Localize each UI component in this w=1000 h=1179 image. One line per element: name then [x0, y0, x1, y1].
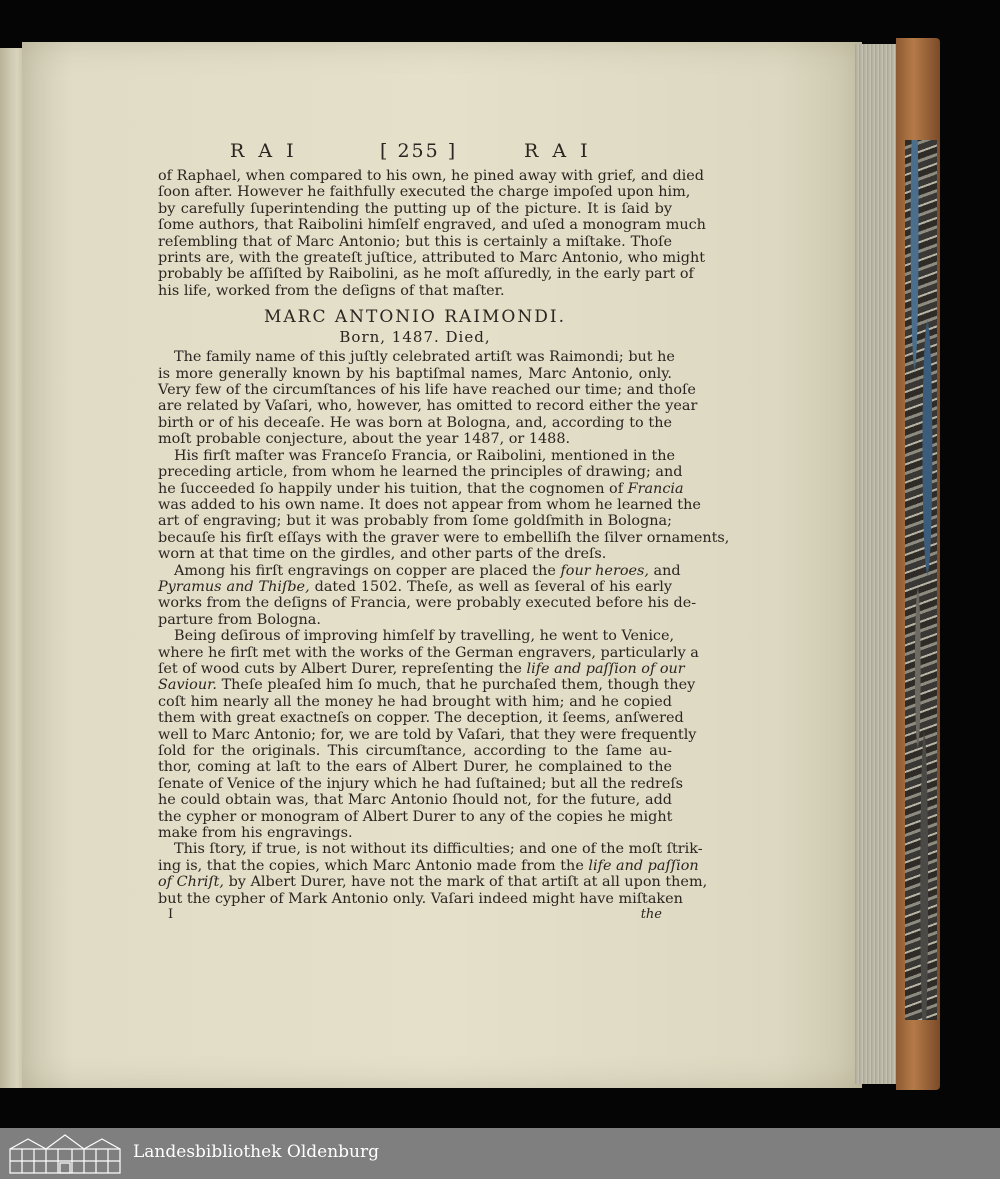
text-line: them with great exactneſs on copper. The deception, it ſeems, anſwered [158, 710, 684, 727]
text-line: is more generally known by his baptiſmal names, Marc Antonio, only. [158, 365, 672, 382]
text-span: dated 1502. Theſe, as well as ſeveral of his early [314, 578, 672, 595]
text-line: birth or of his deceaſe. He was born at Bologna, and, according to the [158, 414, 672, 431]
text-line: coſt him nearly all the money he had brought with him; and he copied [158, 693, 672, 710]
text-line: well to Marc Antonio; for, we are told by Vaſari, that they were frequently [158, 726, 697, 743]
text-line: ſold for the originals. This circumſtance, according to the ſame au- [158, 743, 672, 759]
text-line [158, 874, 708, 891]
paragraph-intro [158, 168, 706, 299]
text-span: by Albert Durer, have not the mark of that artiſt at all upon them, [228, 874, 708, 891]
text-line: moſt probable conjecture, about the year 1487, or 1488. [158, 431, 571, 448]
text-line: probably be aſſiſted by Raibolini, as he moſt aſſuredly, in the early part of [158, 266, 694, 283]
paragraph [158, 447, 730, 563]
text-line: parture from Bologna. [158, 611, 321, 628]
text-line [158, 579, 672, 595]
text-span: Among his firſt engravings on copper are placed the [174, 562, 556, 579]
running-head [158, 140, 672, 168]
running-head-right: R A I [524, 140, 592, 162]
left-page-edge [0, 48, 24, 1088]
signature-row [158, 907, 672, 923]
italic-span: Saviour. [158, 677, 217, 694]
text-line [158, 660, 685, 677]
text-line [158, 857, 699, 874]
signature-mark: I [168, 907, 174, 923]
text-line [158, 562, 681, 579]
paragraph [158, 841, 708, 907]
catchword: the [640, 907, 662, 923]
running-head-left: R A I [230, 140, 298, 162]
text-line: This ſtory, if true, is not without its difficulties; and one of the moſt ſtrik- [174, 841, 703, 858]
text-line: becauſe his firſt eſſays with the graver were to embelliſh the ſilver ornaments, [158, 529, 730, 546]
text-line: ſoon after. However he faithfully executed the charge impoſed upon him, [158, 184, 691, 201]
text-line: thor, coming at laſt to the ears of Albert Durer, he complained to the [158, 759, 672, 776]
text-line: by carefully ſuperintending the putting up of the picture. It is ſaid by [158, 200, 672, 217]
text-line: but the cypher of Mark Antonio only. Vaſari indeed might have miſtaken [158, 890, 683, 907]
text-line: His firſt maſter was Franceſo Francia, or Raibolini, mentioned in the [174, 447, 676, 464]
text-line: prints are, with the greateſt juſtice, attributed to Marc Antonio, who might [158, 250, 706, 267]
paragraph [158, 562, 697, 629]
page-number: [ 255 ] [380, 140, 458, 162]
text-span: ing is, that the copies, which Marc Antonio made from the [158, 857, 584, 874]
library-building-icon [8, 1133, 122, 1175]
italic-span: life and paſſion of our [526, 660, 685, 677]
text-span: he ſucceeded ſo happily under his tuition, that the cognomen of [158, 480, 624, 497]
text-line: ſome authors, that Raibolini himſelf engraved, and uſed a monogram much [158, 217, 706, 234]
text-span: ſet of wood cuts by Albert Durer, repreſenting the [158, 660, 522, 677]
text-block [158, 140, 730, 923]
text-line [158, 480, 684, 497]
text-span: Theſe pleaſed him ſo much, that he purchaſed them, though they [221, 677, 696, 694]
italic-span: of Chriſt, [158, 874, 225, 891]
text-line: where he firſt met with the works of the German engravers, particularly a [158, 644, 699, 661]
text-line: was added to his own name. It does not appear from whom he learned the [158, 496, 701, 513]
paragraph [158, 349, 698, 448]
section-title: MARC ANTONIO RAIMONDI. [263, 307, 566, 328]
italic-span: life and paſſion [588, 857, 699, 874]
text-span: and [653, 562, 681, 579]
text-line: worn at that time on the girdles, and other parts of the dreſs. [158, 546, 607, 563]
text-line: The family name of this juſtly celebrated artiſt was Raimondi; but he [174, 349, 675, 366]
text-line: of Raphael, when compared to his own, he pined away with grief, and died [158, 168, 704, 184]
text-line: ſenate of Venice of the injury which he had ſuſtained; but all the redreſs [158, 775, 684, 792]
text-line: reſembling that of Marc Antonio; but this is certainly a miſtake. Thoſe [158, 233, 672, 250]
text-line: Being deſirous of improving himſelf by travelling, he went to Venice, [174, 628, 675, 645]
marbled-cover [905, 140, 937, 1020]
footer-bar [0, 1128, 1000, 1179]
text-line: preceding article, from whom he learned the principles of drawing; and [158, 464, 683, 481]
section-subtitle: Born, 1487. Died, [339, 328, 491, 347]
text-line: make from his engravings. [158, 825, 353, 842]
italic-span: Pyramus and Thiſbe, [158, 578, 310, 595]
text-line: the cypher or monogram of Albert Durer to any of the copies he might [158, 808, 673, 825]
paragraph [158, 628, 699, 842]
text-line: art of engraving; but it was probably from ſome goldſmith in Bologna; [158, 513, 672, 530]
italic-span: Francia [627, 480, 684, 497]
text-line: works from the deſigns of Francia, were probably executed before his de- [158, 595, 697, 612]
text-line: Very few of the circumſtances of his life have reached our time; and thoſe [158, 382, 696, 399]
text-line [158, 677, 696, 694]
italic-span: four heroes, [560, 562, 649, 579]
text-line: his life, worked from the deſigns of that maſter. [158, 282, 505, 299]
library-name: Landesbibliothek Oldenburg [133, 1142, 380, 1162]
text-line: he could obtain was, that Marc Antonio ſhould not, for the future, add [158, 792, 672, 809]
text-line: are related by Vaſari, who, however, has omitted to record either the year [158, 398, 698, 415]
